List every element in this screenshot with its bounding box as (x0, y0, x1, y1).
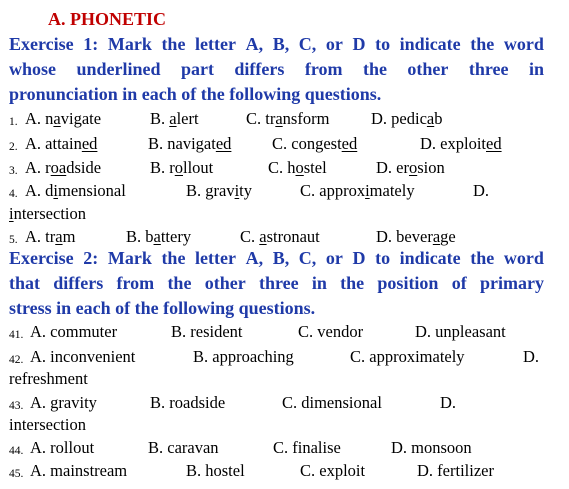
answer-option-d[interactable]: D. beverage (376, 227, 456, 246)
question-number: 41. (9, 329, 24, 341)
exercise2-heading-word: the (167, 273, 192, 293)
answer-option-d[interactable]: D. fertilizer (417, 461, 494, 480)
answer-option-c[interactable]: C. vendor (298, 322, 364, 341)
question-row (9, 460, 559, 482)
exercise2-heading-word: the (340, 273, 365, 293)
exercise1-heading-word: underlined (76, 59, 161, 79)
question-number: 2. (9, 141, 18, 153)
answer-option-a[interactable]: A. mainstream (30, 461, 128, 480)
question-number: 42. (9, 354, 24, 366)
answer-option-b[interactable]: B. caravan (148, 438, 219, 457)
section-title: A. PHONETIC (48, 9, 167, 29)
exercise1-heading-word: C, (298, 34, 317, 54)
exercise2-heading-word: Exercise (9, 248, 74, 268)
question-number: 3. (9, 165, 18, 177)
answer-option-d[interactable]: D. (523, 347, 540, 366)
exercise2-heading-word: in (311, 273, 327, 293)
answer-option-b[interactable]: B. resident (171, 322, 243, 341)
exercise1-heading-word: the (161, 34, 186, 54)
exercise1-heading-word: D (352, 34, 366, 54)
question-row (9, 321, 559, 343)
question-number: 4. (9, 188, 18, 200)
exercise1-heading-word: Exercise (9, 34, 74, 54)
answer-option-a[interactable]: A. rollout (30, 438, 95, 457)
answer-option-d[interactable]: D. monsoon (391, 438, 472, 457)
question-row (9, 392, 559, 414)
answer-option-a[interactable]: A. navigate (25, 109, 102, 128)
answer-option-d[interactable]: D. unpleasant (415, 322, 506, 341)
answer-option-a[interactable]: A. roadside (25, 158, 102, 177)
exercise2-heading-word: word (503, 248, 544, 268)
answer-option-c[interactable]: C. hostel (268, 158, 327, 177)
question-number: 45. (9, 468, 24, 480)
exercise2-heading-word: of (451, 273, 467, 293)
question-number: 5. (9, 234, 18, 246)
exercise1-heading-word: to (375, 34, 391, 54)
exercise2-heading-word: the (470, 248, 495, 268)
answer-option-d[interactable]: D. erosion (376, 158, 445, 177)
answer-option-wrap[interactable]: intersection (9, 415, 86, 434)
answer-option-b[interactable]: B. hostel (186, 461, 245, 480)
exercise2-heading-word: or (325, 248, 343, 268)
exercise1-heading-line1 (9, 33, 544, 55)
answer-option-c[interactable]: C. astronaut (240, 227, 320, 246)
exercise1-heading-word: part (180, 59, 214, 79)
exercise1-heading-word: or (325, 34, 343, 54)
exercise2-heading-word: primary (479, 273, 544, 293)
question-number: 43. (9, 400, 24, 412)
question-row (9, 346, 559, 368)
answer-option-c[interactable]: C. dimensional (282, 393, 382, 412)
answer-option-a[interactable]: A. attained (25, 134, 98, 153)
exercise2-heading-word: position (377, 273, 439, 293)
exercise2-heading-word: A, (245, 248, 264, 268)
exercise1-heading-word: B, (272, 34, 290, 54)
answer-option-c[interactable]: C. exploit (300, 461, 366, 480)
question-row (9, 133, 559, 155)
exercise1-heading-line3: pronunciation in each of the following questions. (9, 84, 382, 104)
answer-option-wrap[interactable]: intersection (9, 204, 86, 223)
answer-option-b[interactable]: B. rollout (150, 158, 214, 177)
exercise2-heading-word: that (9, 273, 40, 293)
answer-option-a[interactable]: A. inconvenient (30, 347, 136, 366)
answer-option-d[interactable]: D. (440, 393, 457, 412)
answer-option-b[interactable]: B. battery (126, 227, 192, 246)
exercise2-heading-line1 (9, 247, 544, 269)
exercise1-heading-word: other (407, 59, 449, 79)
answer-option-d[interactable]: D. exploited (420, 134, 502, 153)
answer-option-a[interactable]: A. commuter (30, 322, 118, 341)
answer-option-wrap[interactable]: refreshment (9, 369, 88, 388)
exercise2-heading-word: three (258, 273, 299, 293)
answer-option-b[interactable]: B. navigated (148, 134, 232, 153)
exercise2-heading-line3: stress in each of the following questions. (9, 298, 316, 318)
exercise1-heading-word: from (304, 59, 343, 79)
exercise2-heading-word: C, (298, 248, 317, 268)
question-row (9, 157, 559, 179)
exercise1-heading-word: letter (195, 34, 236, 54)
exercise2-heading-word: the (161, 248, 186, 268)
question-number: 44. (9, 445, 24, 457)
answer-option-b[interactable]: B. alert (150, 109, 199, 128)
question-row (9, 180, 559, 202)
answer-option-a[interactable]: A. gravity (30, 393, 97, 412)
question-row (9, 226, 559, 248)
answer-option-a[interactable]: A. dimensional (25, 181, 126, 200)
question-row (9, 437, 559, 459)
exercise2-heading-word: other (204, 273, 246, 293)
answer-option-a[interactable]: A. tram (25, 227, 76, 246)
exercise1-heading-line2 (9, 58, 544, 80)
exercise1-heading-word: in (528, 59, 544, 79)
exercise2-heading-word: indicate (399, 248, 461, 268)
answer-option-b[interactable]: B. approaching (193, 347, 294, 366)
exercise2-heading-word: Mark (107, 248, 152, 268)
exercise2-heading-word: D (352, 248, 366, 268)
exercise2-heading-word: B, (272, 248, 290, 268)
answer-option-c[interactable]: C. transform (246, 109, 330, 128)
exercise1-heading-word: A, (245, 34, 264, 54)
answer-option-c[interactable]: C. finalise (273, 438, 341, 457)
answer-option-c[interactable]: C. approximately (300, 181, 415, 200)
exercise1-heading-word: three (468, 59, 509, 79)
exercise2-heading-word: from (116, 273, 155, 293)
answer-option-c[interactable]: C. approximately (350, 347, 465, 366)
exercise1-heading-word: differs (234, 59, 285, 79)
answer-option-b[interactable]: B. roadside (150, 393, 226, 412)
answer-option-c[interactable]: C. congested (272, 134, 358, 153)
answer-option-d[interactable]: D. pedicab (371, 109, 443, 128)
answer-option-b[interactable]: B. gravity (186, 181, 253, 200)
exercise1-heading-word: indicate (399, 34, 461, 54)
exercise2-heading-word: 2: (83, 248, 99, 268)
exercise1-heading-word: the (362, 59, 387, 79)
exercise2-heading-word: letter (195, 248, 236, 268)
exercise1-heading-word: 1: (83, 34, 99, 54)
answer-option-d[interactable]: D. (473, 181, 490, 200)
exercise1-heading-word: the (470, 34, 495, 54)
exercise1-heading-word: whose (9, 59, 57, 79)
question-row (9, 108, 559, 130)
exercise2-heading-line2 (9, 272, 544, 294)
question-number: 1. (9, 116, 18, 128)
exercise1-heading-word: word (503, 34, 544, 54)
exercise1-heading-word: Mark (107, 34, 152, 54)
exercise2-heading-word: differs (53, 273, 104, 293)
exercise2-heading-word: to (375, 248, 391, 268)
